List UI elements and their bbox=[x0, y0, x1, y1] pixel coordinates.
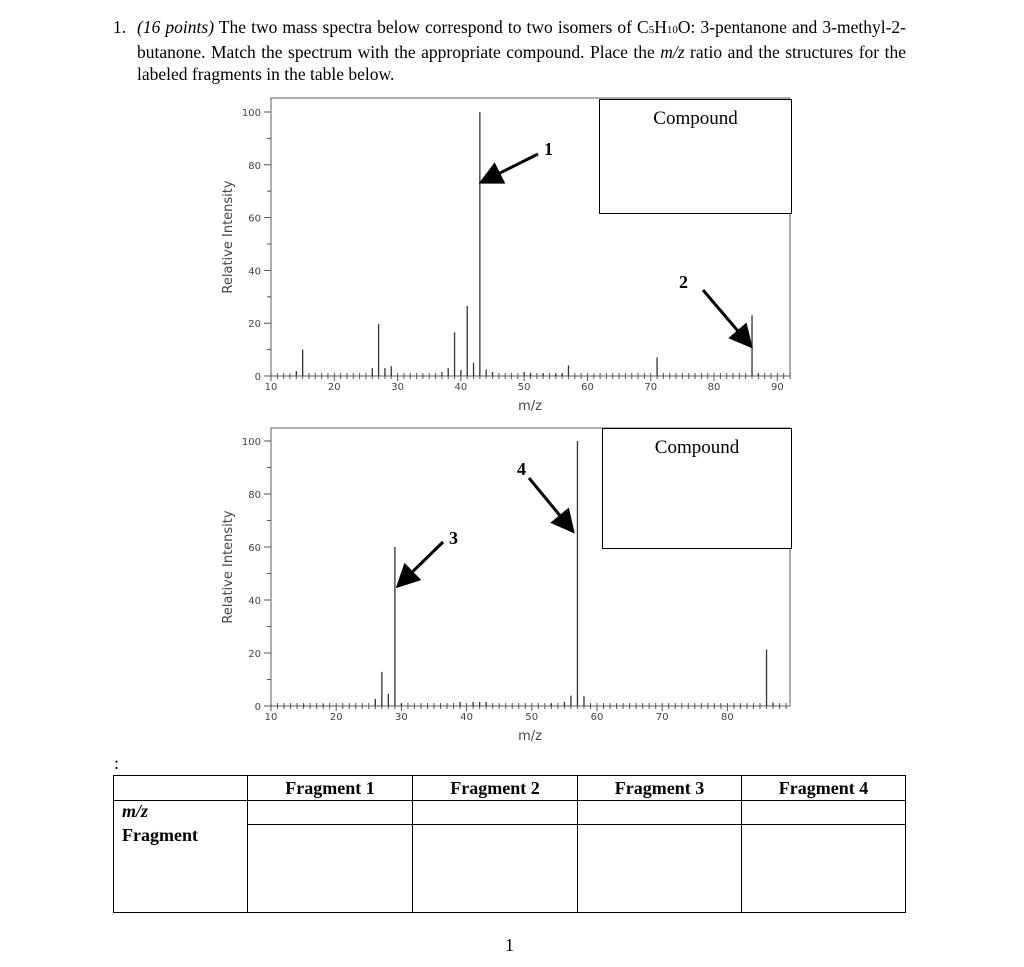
arrow-2 bbox=[703, 290, 749, 344]
label-1: 1 bbox=[544, 139, 553, 159]
y-tick-label: 20 bbox=[248, 649, 261, 660]
x-tick-label: 20 bbox=[327, 382, 341, 393]
x-tick-label: 20 bbox=[329, 712, 343, 723]
header-fragment-3: Fragment 3 bbox=[578, 776, 742, 801]
x-axis-label: m/z bbox=[518, 729, 542, 744]
y-tick-label: 40 bbox=[248, 596, 261, 607]
cell-frag-4[interactable] bbox=[742, 825, 906, 913]
text: ratio and the structures for the labeled fragments in the table below. bbox=[137, 42, 906, 84]
x-axis-label: m/z bbox=[518, 399, 542, 414]
cell-frag-2[interactable] bbox=[413, 825, 578, 913]
x-tick-label: 30 bbox=[395, 712, 408, 723]
arrow-3 bbox=[400, 542, 443, 584]
x-tick-label: 90 bbox=[770, 382, 784, 393]
header-fragment-4: Fragment 4 bbox=[742, 776, 906, 801]
y-tick-label: 60 bbox=[248, 213, 261, 225]
x-tick-label: 40 bbox=[454, 382, 468, 393]
y-tick-label: 100 bbox=[241, 108, 261, 119]
cell-frag-1[interactable] bbox=[248, 825, 413, 913]
text: The two mass spectra below correspond to two isomers of C bbox=[214, 17, 649, 37]
label-2: 2 bbox=[679, 272, 688, 292]
sub: 10 bbox=[666, 24, 678, 36]
colon: : bbox=[114, 753, 120, 773]
x-tick-label: 70 bbox=[644, 382, 658, 393]
cell-frag-3[interactable] bbox=[578, 825, 742, 913]
header-fragment-1: Fragment 1 bbox=[248, 776, 413, 801]
x-tick-label: 60 bbox=[581, 382, 594, 393]
x-tick-label: 40 bbox=[460, 712, 473, 723]
y-axis-label: Relative Intensity bbox=[221, 180, 236, 294]
y-tick-label: 80 bbox=[248, 160, 261, 172]
x-tick-label: 50 bbox=[525, 712, 539, 723]
x-tick-label: 30 bbox=[391, 382, 404, 393]
cell-mz-3[interactable] bbox=[578, 801, 742, 825]
cell-mz-4[interactable] bbox=[742, 801, 906, 825]
points: (16 points) bbox=[137, 17, 215, 37]
mz-italic: m/z bbox=[660, 42, 685, 62]
x-tick-label: 60 bbox=[590, 712, 604, 723]
y-tick-label: 100 bbox=[241, 437, 261, 448]
y-tick-label: 20 bbox=[248, 319, 261, 331]
text: H bbox=[654, 17, 667, 37]
text: O: 3-pentanone and 3-methyl-2-butanone. Match the spectrum with the appropriate compound. Place the bbox=[137, 17, 906, 62]
x-tick-label: 50 bbox=[517, 382, 531, 393]
x-tick-label: 80 bbox=[721, 712, 734, 723]
y-axis-label: Relative Intensity bbox=[221, 510, 236, 624]
x-tick-label: 10 bbox=[264, 382, 278, 393]
compound-label: Compound bbox=[653, 108, 738, 129]
question-number: 1. bbox=[113, 17, 127, 37]
x-tick-label: 70 bbox=[655, 712, 669, 723]
compound-label: Compound bbox=[654, 437, 740, 458]
cell-mz-1[interactable] bbox=[248, 801, 413, 825]
label-3: 3 bbox=[449, 528, 458, 548]
page-number: 1 bbox=[505, 935, 514, 955]
row-label-fragment: Fragment bbox=[114, 825, 248, 913]
header-fragment-2: Fragment 2 bbox=[413, 776, 578, 801]
arrow-1 bbox=[484, 154, 538, 181]
y-tick-label: 40 bbox=[248, 266, 261, 278]
y-tick-label: 80 bbox=[248, 490, 261, 501]
y-tick-label: 0 bbox=[254, 702, 261, 713]
cell-mz-2[interactable] bbox=[413, 801, 578, 825]
fragment-table bbox=[113, 775, 906, 913]
x-tick-label: 80 bbox=[707, 382, 721, 393]
y-tick-label: 60 bbox=[248, 543, 261, 554]
sub: 5 bbox=[648, 24, 655, 36]
y-tick-label: 0 bbox=[254, 372, 261, 383]
x-tick-label: 10 bbox=[264, 712, 278, 723]
row-label-mz: m/z bbox=[114, 801, 248, 825]
header-blank bbox=[114, 776, 248, 801]
label-4: 4 bbox=[517, 459, 526, 479]
arrow-4 bbox=[529, 478, 571, 529]
